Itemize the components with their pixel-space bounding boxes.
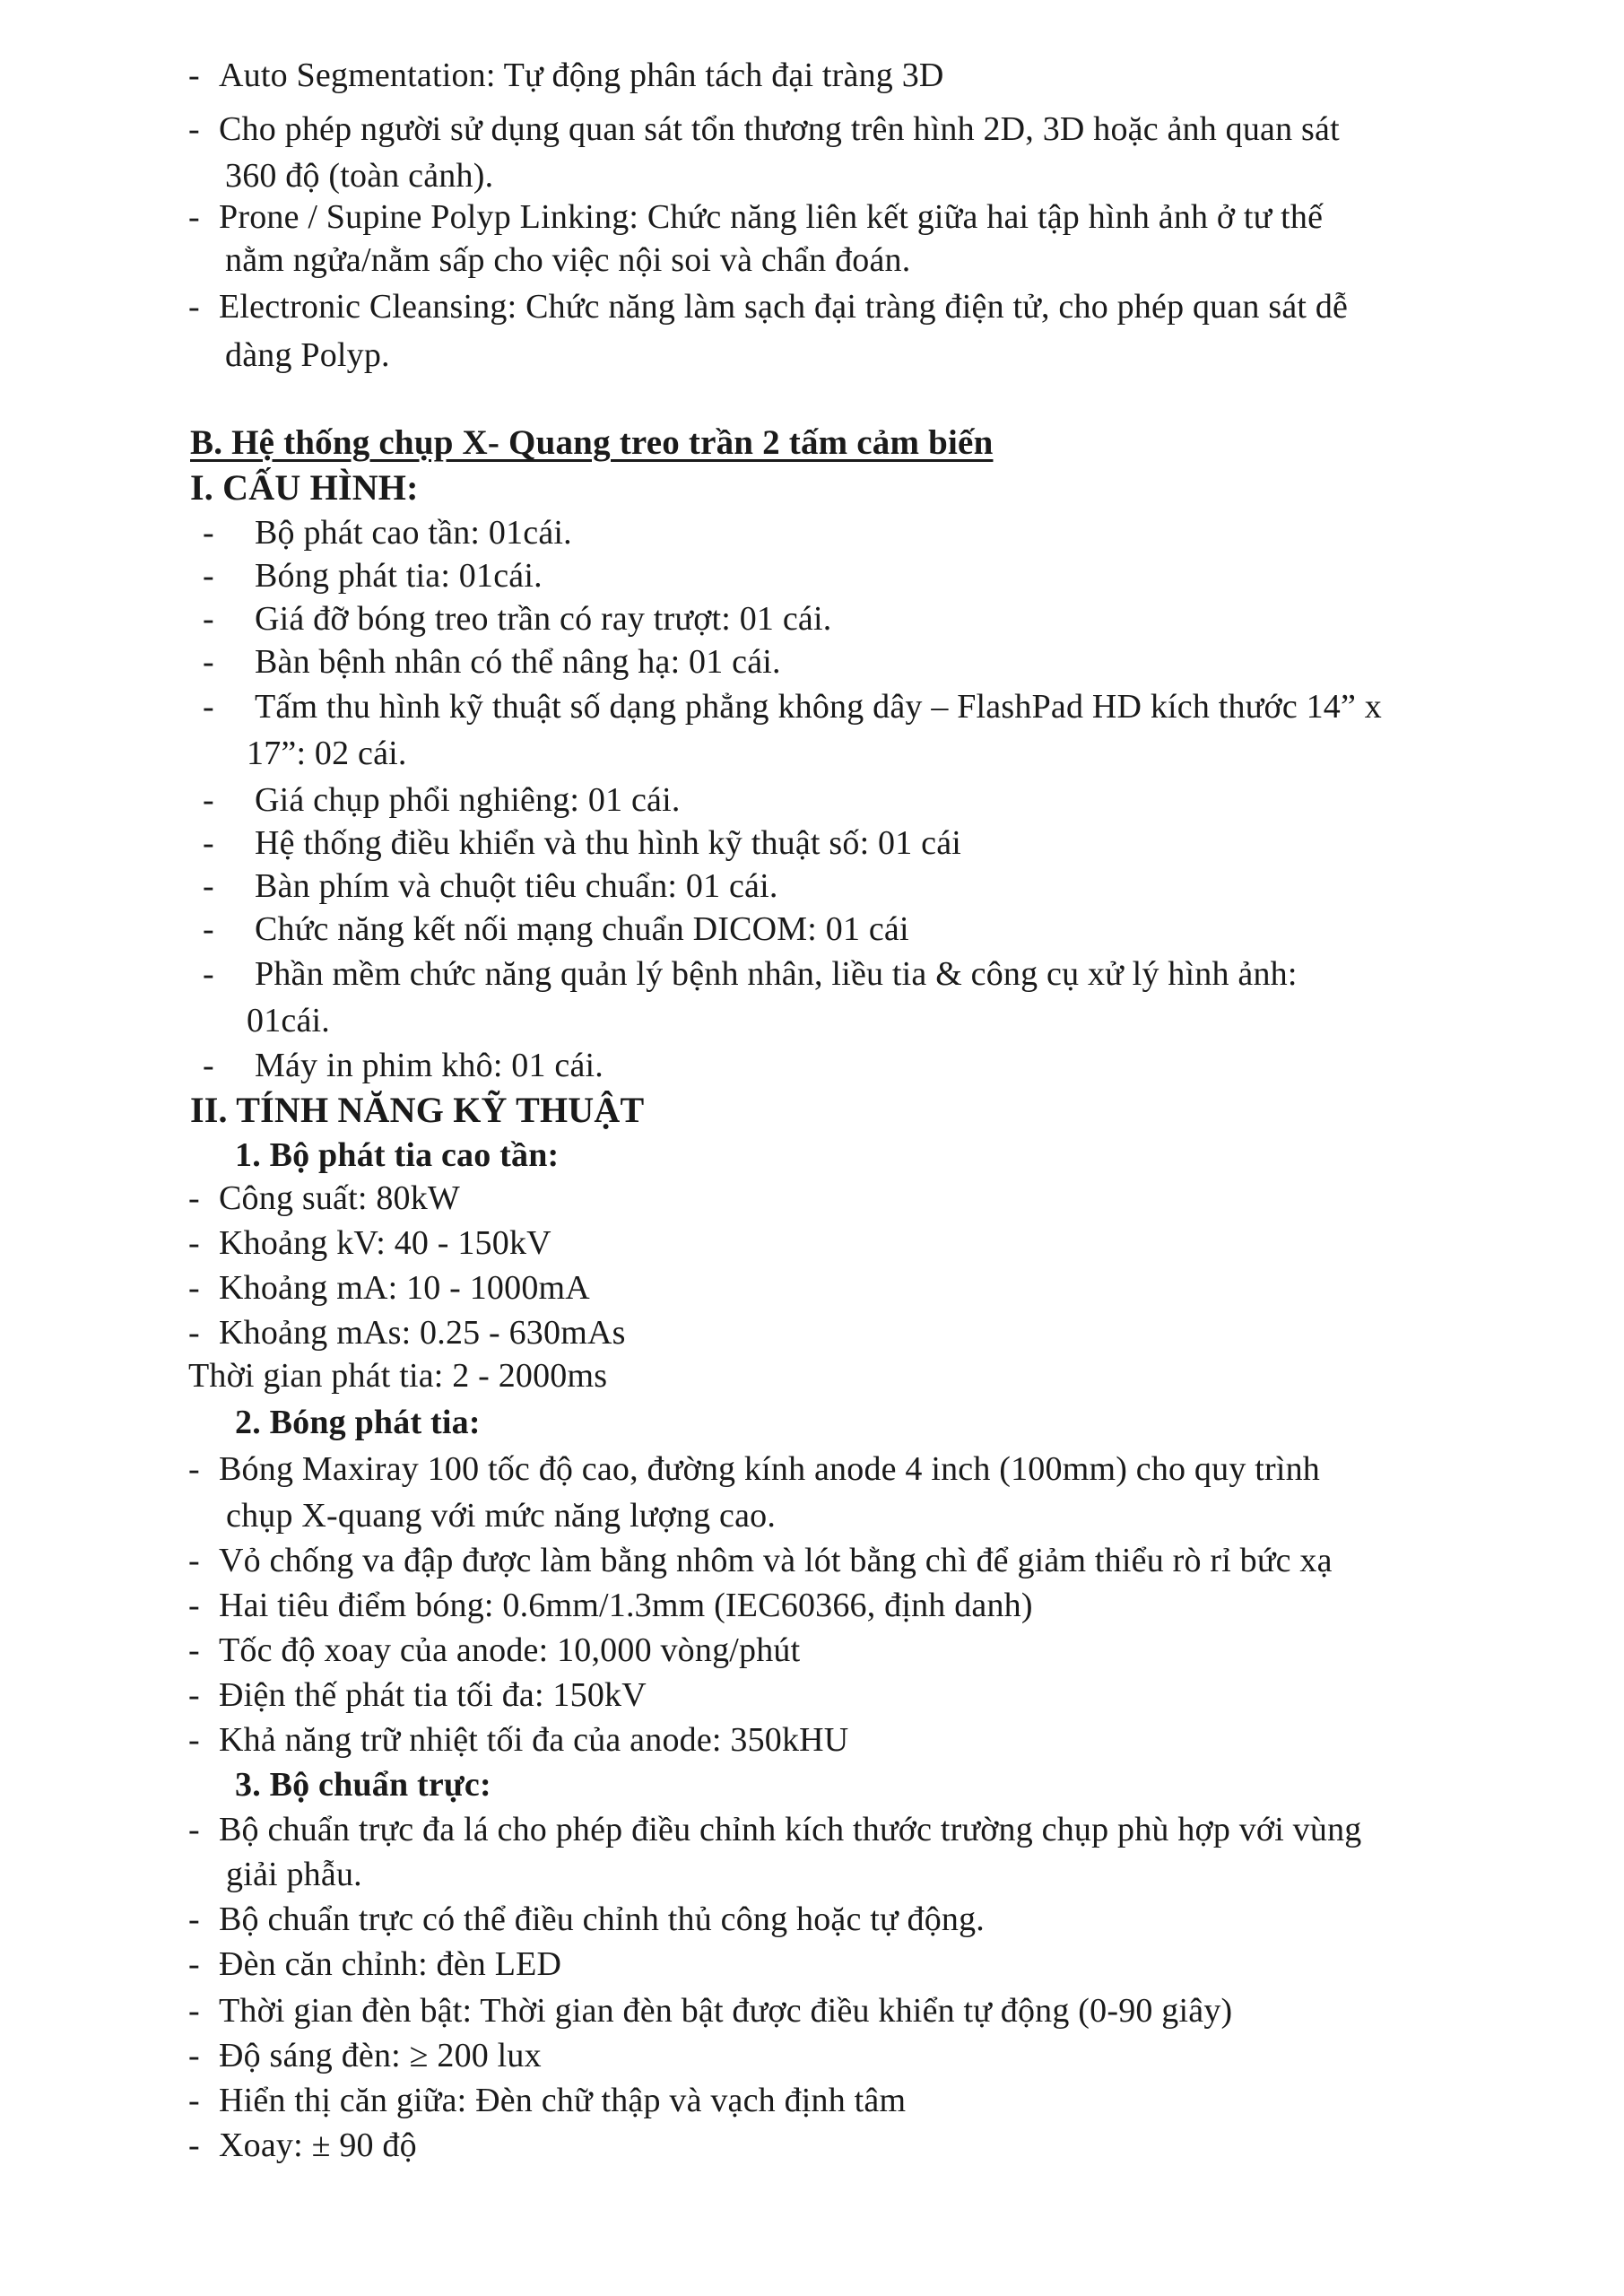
bullet-line: - Electronic Cleansing: Chức năng làm sạch đại tràng điện tử, cho phép quan sát dễ [188, 288, 1349, 326]
config-item-continuation: 17”: 02 cái. [247, 735, 407, 772]
sub2-item: - Hai tiêu điểm bóng: 0.6mm/1.3mm (IEC60366, định danh) [188, 1587, 1033, 1624]
bullet-line: - Auto Segmentation: Tự động phân tách đại tràng 3D [188, 57, 944, 94]
config-item: - Giá đỡ bóng treo trần có ray trượt: 01 cái. [203, 600, 832, 638]
sub1-item: - Khoảng mAs: 0.25 - 630mAs [188, 1314, 626, 1352]
config-item: - Bàn bệnh nhân có thể nâng hạ: 01 cái. [203, 643, 781, 681]
config-item: - Bộ phát cao tần: 01cái. [203, 514, 572, 552]
config-item-continuation: 01cái. [247, 1002, 330, 1039]
sub2-item: - Bóng Maxiray 100 tốc độ cao, đường kính anode 4 inch (100mm) cho quy trình [188, 1450, 1320, 1488]
sub2-item: - Khả năng trữ nhiệt tối đa của anode: 350kHU [188, 1721, 849, 1759]
sub2-item: - Tốc độ xoay của anode: 10,000 vòng/phút [188, 1631, 801, 1669]
bullet-continuation: 360 độ (toàn cảnh). [225, 157, 494, 195]
sub3-item: - Hiển thị căn giữa: Đèn chữ thập và vạch định tâm [188, 2082, 907, 2119]
config-item: - Hệ thống điều khiển và thu hình kỹ thuật số: 01 cái [203, 824, 962, 862]
sub1-item: - Khoảng kV: 40 - 150kV [188, 1224, 551, 1262]
sub3-item: - Bộ chuẩn trực đa lá cho phép điều chỉnh kích thước trường chụp phù hợp với vùng [188, 1811, 1362, 1848]
config-item: - Giá chụp phổi nghiêng: 01 cái. [203, 781, 681, 819]
config-item: - Phần mềm chức năng quản lý bệnh nhân, liều tia & công cụ xử lý hình ảnh: [203, 955, 1298, 993]
config-heading: I. CẤU HÌNH: [190, 467, 419, 508]
sub3-heading: 3. Bộ chuẩn trực: [235, 1766, 491, 1804]
bullet-continuation: nằm ngửa/nằm sấp cho việc nội soi và chẩn đoán. [225, 241, 911, 279]
sub3-item: - Xoay: ± 90 độ [188, 2126, 417, 2164]
sub1-item: - Công suất: 80kW [188, 1179, 460, 1217]
sub2-item-continuation: chụp X-quang với mức năng lượng cao. [226, 1497, 777, 1535]
sub3-item: - Độ sáng đèn: ≥ 200 lux [188, 2037, 542, 2074]
config-item: - Bóng phát tia: 01cái. [203, 557, 543, 595]
sub3-item-continuation: giải phẫu. [226, 1856, 362, 1893]
sub3-item: - Đèn căn chỉnh: đèn LED [188, 1945, 562, 1983]
sub3-item: - Bộ chuẩn trực có thể điều chỉnh thủ công hoặc tự động. [188, 1900, 985, 1938]
config-item: - Chức năng kết nối mạng chuẩn DICOM: 01 cái [203, 910, 909, 948]
sub2-heading: 2. Bóng phát tia: [235, 1404, 481, 1441]
section-b-title: B. Hệ thống chụp X- Quang treo trần 2 tấm cảm biến [190, 423, 994, 462]
sub2-item: - Điện thế phát tia tối đa: 150kV [188, 1676, 647, 1714]
bullet-line: - Prone / Supine Polyp Linking: Chức năng liên kết giữa hai tập hình ảnh ở tư thế [188, 198, 1324, 236]
sub3-item: - Thời gian đèn bật: Thời gian đèn bật được điều khiển tự động (0-90 giây) [188, 1992, 1233, 2030]
bullet-continuation: dàng Polyp. [225, 336, 390, 374]
sub1-extra-line: Thời gian phát tia: 2 - 2000ms [188, 1357, 608, 1395]
sub2-item: - Vỏ chống va đập được làm bằng nhôm và lót bằng chì để giảm thiểu rò rỉ bức xạ [188, 1542, 1333, 1579]
config-item: - Tấm thu hình kỹ thuật số dạng phẳng không dây – FlashPad HD kích thước 14” x [203, 688, 1382, 726]
sub1-heading: 1. Bộ phát tia cao tần: [235, 1136, 560, 1174]
config-item: - Máy in phim khô: 01 cái. [203, 1047, 604, 1084]
features-heading: II. TÍNH NĂNG KỸ THUẬT [190, 1090, 645, 1130]
bullet-line: - Cho phép người sử dụng quan sát tổn thương trên hình 2D, 3D hoặc ảnh quan sát [188, 110, 1340, 148]
sub1-item: - Khoảng mA: 10 - 1000mA [188, 1269, 590, 1307]
config-item: - Bàn phím và chuột tiêu chuẩn: 01 cái. [203, 867, 778, 905]
